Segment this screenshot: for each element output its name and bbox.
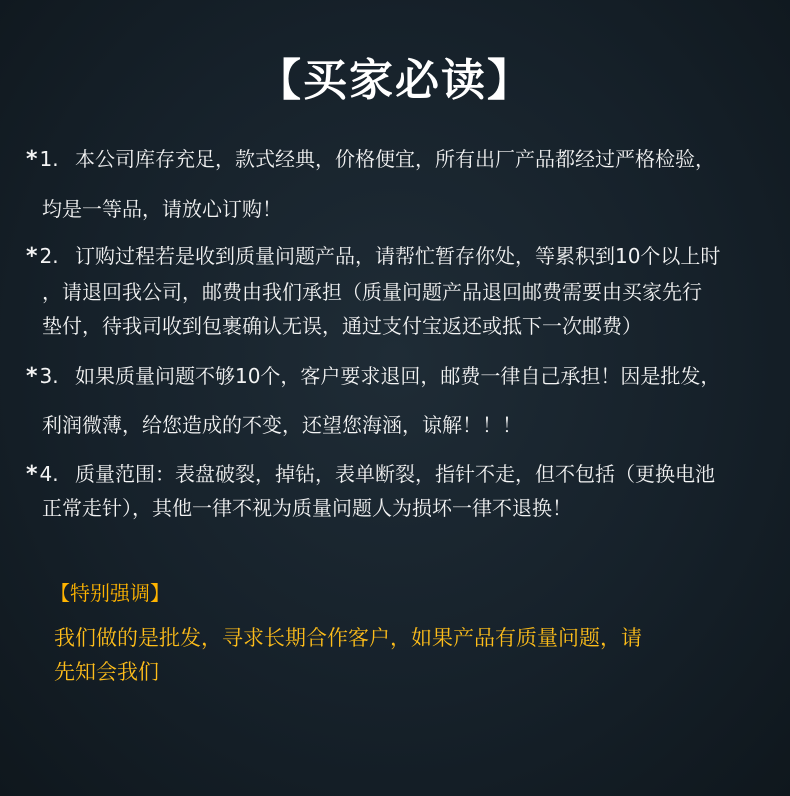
- item-1-line-2: 均是一等品，请放心订购！: [42, 197, 282, 221]
- item-2-text-1: 订购过程若是收到质量问题产品，请帮忙暂存你处，等累积到10个以上时: [74, 244, 721, 268]
- item-4-line-2: 正常走针），其他一律不视为质量问题人为损坏一律不退换！: [42, 496, 572, 520]
- asterisk-icon: *: [26, 147, 38, 172]
- item-1-number: 1.: [39, 147, 59, 171]
- highlight-line-2: 先知会我们: [54, 660, 159, 684]
- item-1-text-1: 本公司库存充足，款式经典，价格便宜，所有出厂产品都经过严格检验，: [74, 147, 715, 171]
- item-4-text-1: 质量范围：表盘破裂，掉钻，表单断裂，指针不走，但不包括（更换电池: [74, 462, 715, 486]
- asterisk-icon: *: [26, 244, 38, 269]
- item-3-text-1: 如果质量问题不够10个，客户要求退回，邮费一律自己承担！因是批发，: [74, 364, 721, 388]
- item-3-line-2: 利润微薄，给您造成的不变，还望您海涵，谅解！！！: [42, 413, 522, 437]
- item-4-line-1: [26, 458, 715, 487]
- item-2-line-1: [26, 240, 720, 269]
- item-4-number: 4.: [39, 462, 59, 486]
- item-3-number: 3.: [39, 364, 59, 388]
- item-1-line-1: [26, 143, 715, 172]
- item-2-line-3: 垫付，待我司收到包裹确认无误，通过支付宝返还或抵下一次邮费）: [42, 314, 642, 338]
- item-2-line-2: ，请退回我公司，邮费由我们承担（质量问题产品退回邮费需要由买家先行: [42, 280, 702, 304]
- highlight-title: 【特别强调】: [50, 581, 170, 605]
- highlight-line-1: 我们做的是批发，寻求长期合作客户，如果产品有质量问题，请: [54, 626, 642, 650]
- item-3-line-1: [26, 360, 720, 389]
- page-title: 【买家必读】: [257, 55, 533, 106]
- item-2-number: 2.: [39, 244, 59, 268]
- asterisk-icon: *: [26, 364, 38, 389]
- asterisk-icon: *: [26, 462, 38, 487]
